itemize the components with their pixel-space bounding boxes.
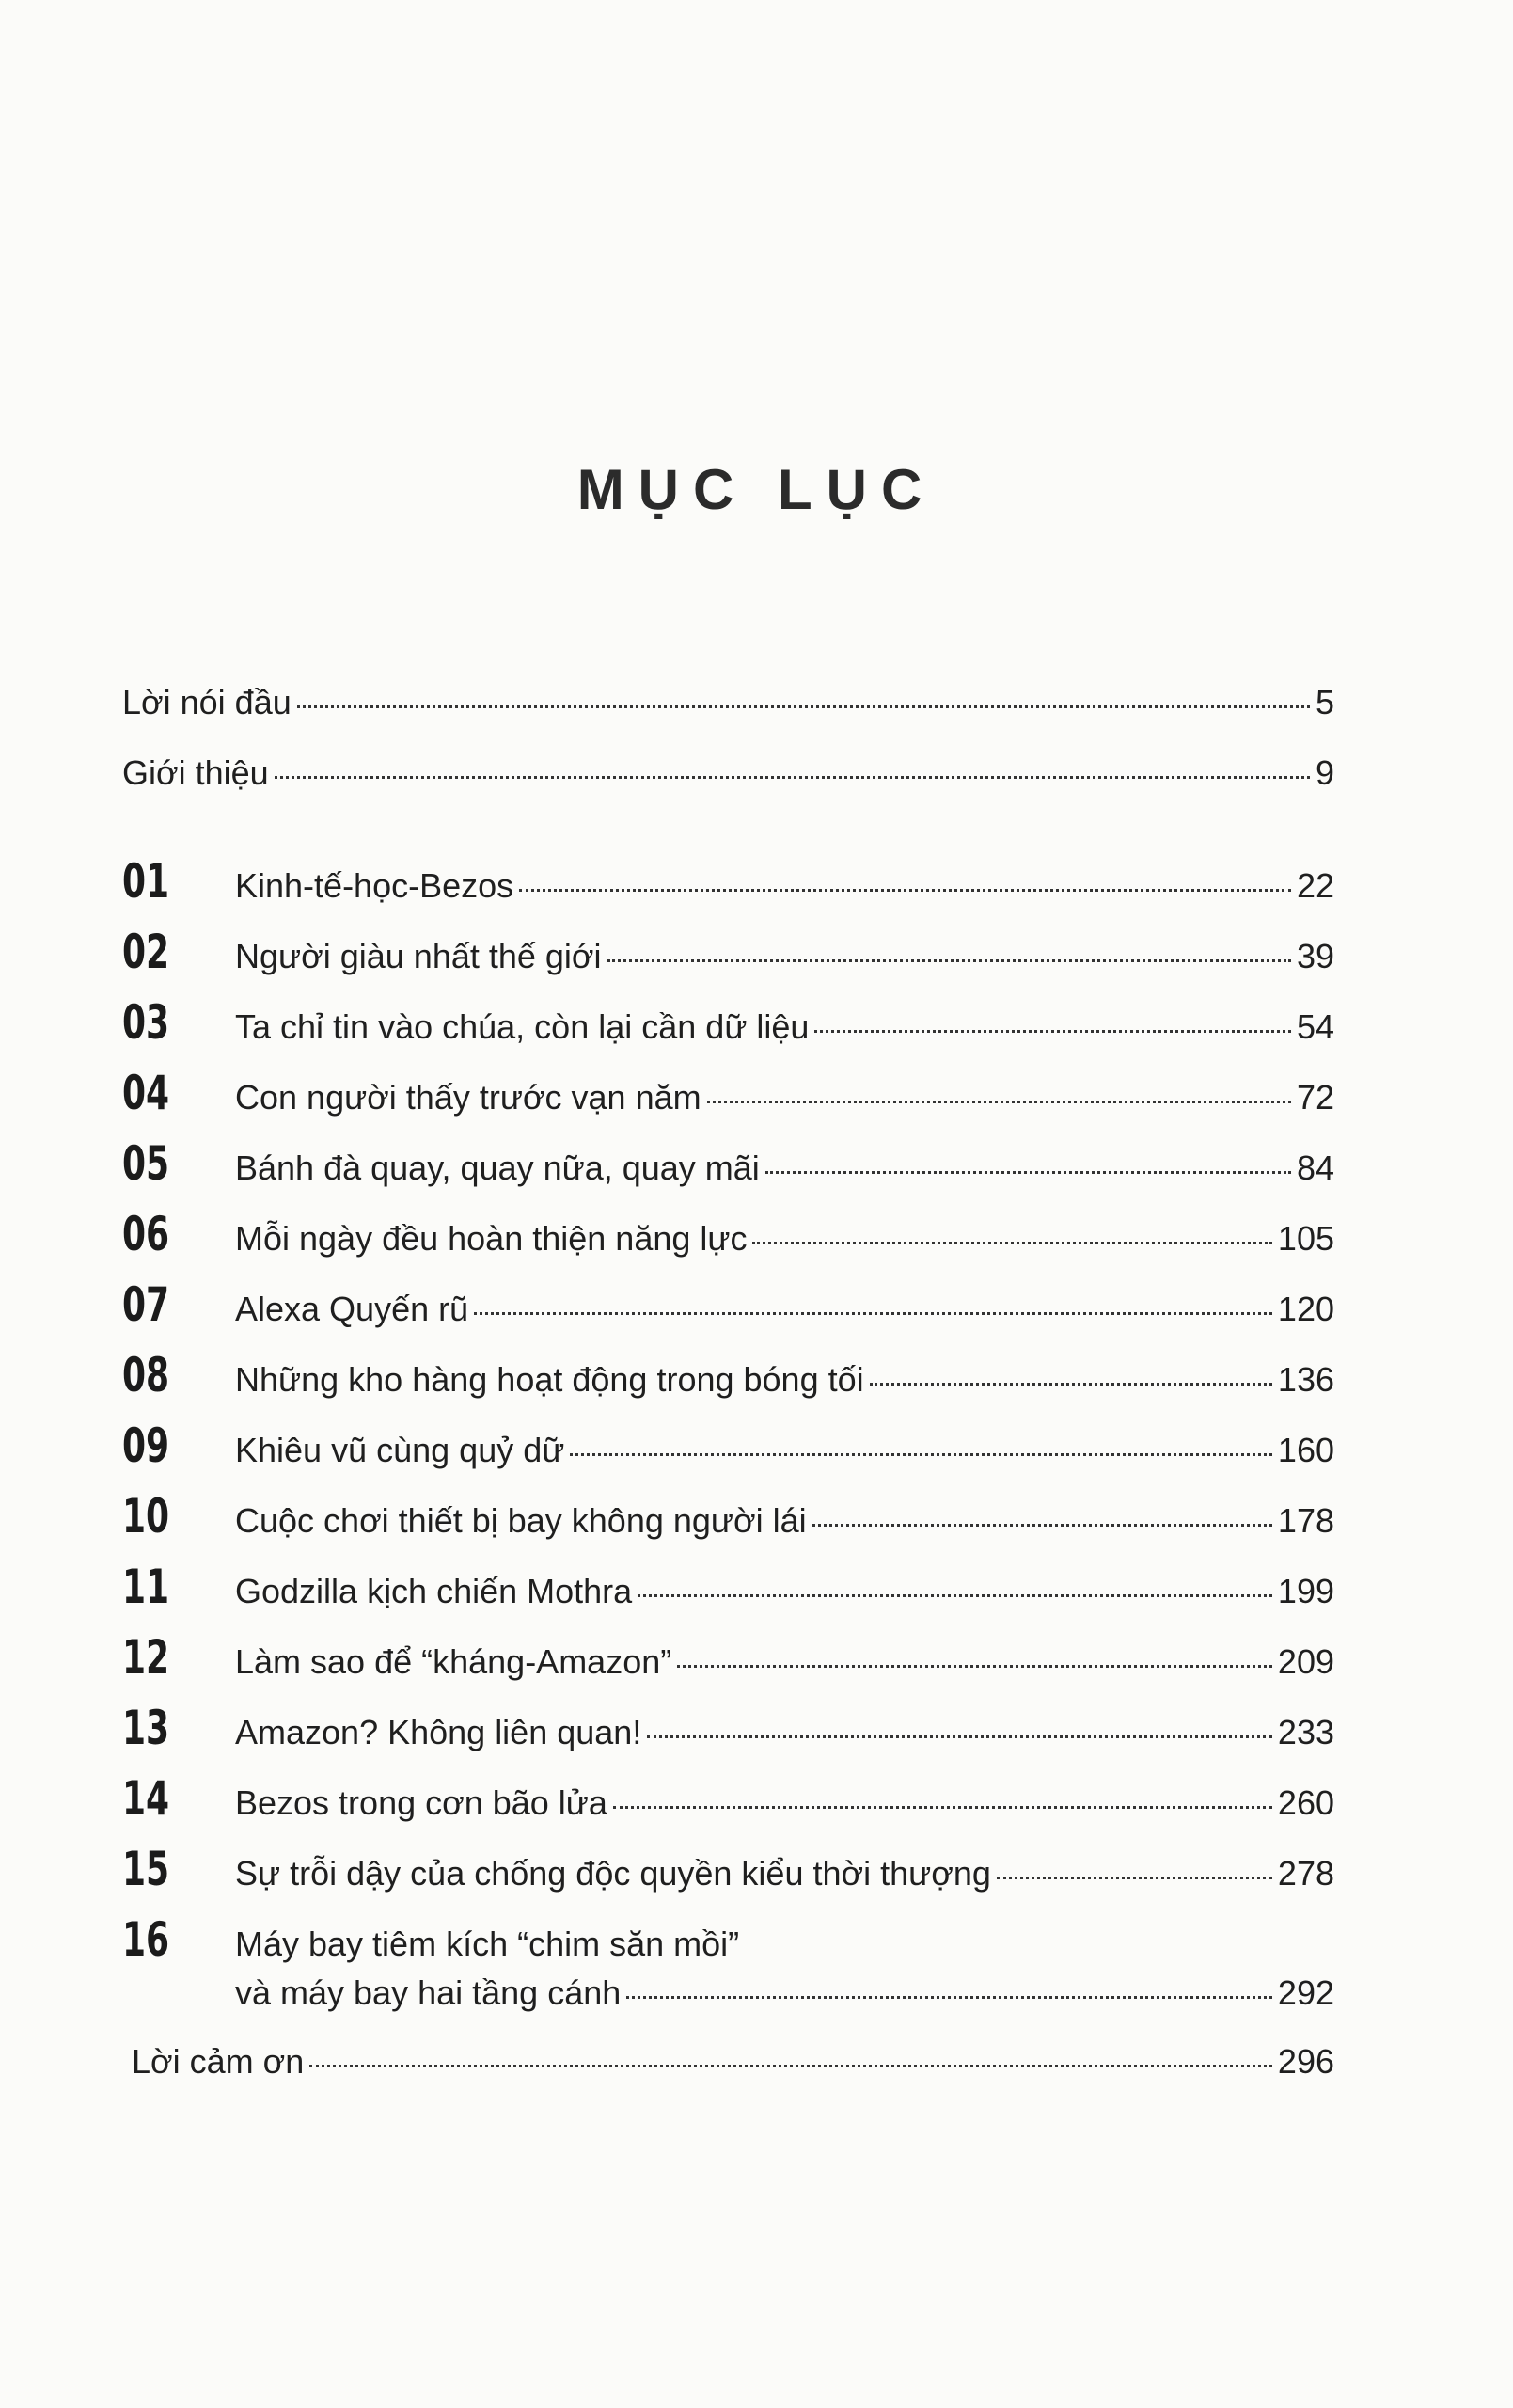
toc-entry-introduction xyxy=(122,752,1334,794)
chapter-page: 105 xyxy=(1277,1219,1334,1258)
chapter-number: 13 xyxy=(122,1701,170,1755)
chapter-title: Khiêu vũ cùng quỷ dữ xyxy=(235,1431,565,1469)
chapter-page: 120 xyxy=(1277,1290,1334,1328)
chapter-page: 292 xyxy=(1277,1973,1334,2012)
toc-chapter xyxy=(122,995,1334,1050)
chapter-title: Amazon? Không liên quan! xyxy=(235,1713,642,1751)
dot-leader xyxy=(297,705,1310,708)
toc-chapter xyxy=(122,1630,1334,1685)
dot-leader xyxy=(707,1101,1291,1103)
chapter-number: 09 xyxy=(122,1418,170,1473)
chapter-title: Mỗi ngày đều hoàn thiện năng lực xyxy=(235,1219,748,1258)
toc-chapter xyxy=(122,1701,1334,1755)
chapter-page: 160 xyxy=(1277,1431,1334,1469)
chapter-title-line2: và máy bay hai tầng cánh xyxy=(235,1973,622,2012)
chapter-number: 10 xyxy=(122,1489,170,1544)
dot-leader xyxy=(870,1383,1272,1386)
dot-leader xyxy=(752,1242,1271,1244)
chapter-title: Bánh đà quay, quay nữa, quay mãi xyxy=(235,1149,760,1187)
chapter-title: Godzilla kịch chiến Mothra xyxy=(235,1572,633,1610)
dot-leader xyxy=(638,1594,1272,1597)
dot-leader xyxy=(677,1665,1272,1668)
chapter-page: 233 xyxy=(1277,1713,1334,1751)
dot-leader xyxy=(275,776,1310,779)
chapter-number: 04 xyxy=(122,1066,170,1120)
chapter-title: Người giàu nhất thế giới xyxy=(235,937,602,975)
chapter-page: 136 xyxy=(1277,1360,1334,1399)
toc-chapter xyxy=(122,1489,1334,1544)
chapter-title: Kinh-tế-học-Bezos xyxy=(235,866,514,905)
toc-chapter xyxy=(122,1207,1334,1261)
dot-leader xyxy=(626,1996,1272,1999)
chapter-title: Những kho hàng hoạt động trong bóng tối xyxy=(235,1360,864,1399)
chapter-page: 260 xyxy=(1277,1783,1334,1822)
chapter-title: Ta chỉ tin vào chúa, còn lại cần dữ liệu xyxy=(235,1007,810,1046)
dot-leader xyxy=(647,1735,1272,1738)
entry-label: Giới thiệu xyxy=(122,753,269,792)
chapter-page: 22 xyxy=(1296,866,1334,905)
dot-leader xyxy=(613,1806,1272,1809)
chapter-number: 01 xyxy=(122,854,170,909)
chapter-number: 15 xyxy=(122,1842,170,1896)
dot-leader xyxy=(570,1453,1272,1456)
dot-leader xyxy=(519,889,1291,892)
toc-entry-acknowledgements xyxy=(132,2041,1334,2083)
toc-chapter xyxy=(122,1348,1334,1402)
dot-leader xyxy=(997,1877,1272,1879)
chapter-page: 54 xyxy=(1296,1007,1334,1046)
toc-chapter xyxy=(122,854,1334,909)
chapter-title-block xyxy=(235,1924,1334,2014)
dot-leader xyxy=(812,1524,1272,1527)
chapter-page: 39 xyxy=(1296,937,1334,975)
toc-chapter xyxy=(122,1418,1334,1473)
chapter-page: 278 xyxy=(1277,1854,1334,1893)
chapter-page: 84 xyxy=(1296,1149,1334,1187)
chapter-title: Làm sao để “kháng-Amazon” xyxy=(235,1642,672,1681)
chapter-number: 05 xyxy=(122,1136,170,1191)
toc-chapter xyxy=(122,1771,1334,1826)
chapter-title: Sự trỗi dậy của chống độc quyền kiểu thời thượng xyxy=(235,1854,991,1893)
chapter-title: Alexa Quyến rũ xyxy=(235,1290,469,1328)
chapter-number: 08 xyxy=(122,1348,170,1402)
dot-leader xyxy=(814,1030,1291,1033)
chapter-number: 11 xyxy=(122,1560,170,1614)
chapter-title-line2-row xyxy=(235,1972,1334,2014)
toc-chapter-16 xyxy=(122,1912,1334,2014)
toc-chapter xyxy=(122,1277,1334,1332)
toc-entry-preface xyxy=(122,682,1334,723)
chapter-page: 178 xyxy=(1277,1501,1334,1540)
toc-chapter xyxy=(122,925,1334,979)
toc-chapter xyxy=(122,1136,1334,1191)
chapter-number: 03 xyxy=(122,995,170,1050)
chapter-number: 12 xyxy=(122,1630,170,1685)
chapter-page: 72 xyxy=(1296,1078,1334,1117)
chapter-page: 199 xyxy=(1277,1572,1334,1610)
toc-chapter xyxy=(122,1842,1334,1896)
entry-page: 296 xyxy=(1277,2042,1334,2081)
entry-page: 9 xyxy=(1315,753,1334,792)
chapter-title-line1: Máy bay tiêm kích “chim săn mồi” xyxy=(235,1925,740,1963)
chapter-number: 02 xyxy=(122,925,170,979)
chapter-title: Con người thấy trước vạn năm xyxy=(235,1078,701,1117)
dot-leader xyxy=(607,959,1291,962)
chapter-number: 06 xyxy=(122,1207,170,1261)
chapter-number: 14 xyxy=(122,1771,170,1826)
chapter-title: Cuộc chơi thiết bị bay không người lái xyxy=(235,1501,807,1540)
page-title: MỤC LỤC xyxy=(576,458,937,521)
entry-label: Lời cảm ơn xyxy=(132,2042,305,2081)
toc-chapter xyxy=(122,1560,1334,1614)
toc-chapter xyxy=(122,1066,1334,1120)
entry-label: Lời nói đầu xyxy=(122,683,292,721)
chapter-title: Bezos trong cơn bão lửa xyxy=(235,1783,607,1822)
entry-page: 5 xyxy=(1315,683,1334,721)
dot-leader xyxy=(474,1312,1272,1315)
dot-leader xyxy=(765,1171,1291,1174)
chapter-number: 16 xyxy=(122,1912,170,1967)
chapter-number: 07 xyxy=(122,1277,170,1332)
dot-leader xyxy=(309,2065,1272,2067)
chapter-page: 209 xyxy=(1277,1642,1334,1681)
